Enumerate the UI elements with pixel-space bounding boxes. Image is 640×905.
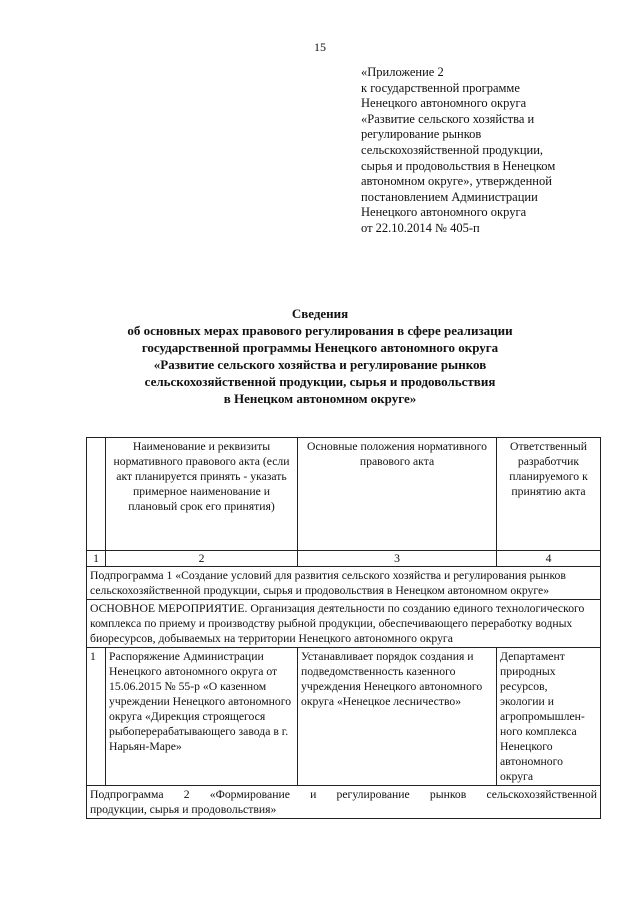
subprogram-2 bbox=[87, 786, 601, 819]
responsible-line: природных bbox=[500, 665, 556, 678]
appendix-line: автономном округе», утвержденной bbox=[361, 174, 552, 189]
appendix-line: Ненецкого автономного округа bbox=[361, 96, 527, 111]
responsible-line: ного комплекса bbox=[500, 725, 577, 738]
document-title bbox=[0, 305, 640, 407]
title-line: Сведения bbox=[291, 306, 349, 321]
appendix-line: сырья и продовольствия в Ненецком bbox=[361, 158, 556, 173]
row-act: Распоряжение Администрации Ненецкого автономного округа от 15.06.2015 № 55-р «О казенном учреждении Ненецкого автономного округа «Дирекция строящегося рыбоперерабатывающего завода в г. Нарьян-Маре» bbox=[106, 648, 298, 786]
table-row bbox=[87, 648, 601, 786]
appendix-line: «Приложение 2 bbox=[361, 65, 444, 79]
responsible-line: агропромышлен- bbox=[500, 710, 585, 723]
column-numbers-row bbox=[87, 551, 601, 567]
responsible-line: Ненецкого bbox=[500, 740, 553, 753]
column-number: 2 bbox=[106, 551, 298, 567]
subprogram-row bbox=[87, 567, 601, 600]
responsible-line: Департамент bbox=[500, 650, 565, 663]
appendix-line: постановлением Администрации bbox=[361, 189, 538, 204]
subprogram-row bbox=[87, 786, 601, 819]
table-header-row bbox=[87, 438, 601, 551]
column-number: 3 bbox=[298, 551, 497, 567]
row-number: 1 bbox=[87, 648, 106, 786]
title-line: государственной программы Ненецкого автономного округа bbox=[141, 340, 499, 355]
subprogram-2-line: Подпрограмма 2 «Формирование и регулирование рынков сельскохозяйственной bbox=[90, 788, 597, 801]
header-provisions: Основные положения нормативного правового акта bbox=[298, 438, 497, 551]
appendix-line: сельскохозяйственной продукции, bbox=[361, 142, 544, 157]
appendix-line: Ненецкого автономного округа bbox=[361, 205, 527, 220]
header-num bbox=[87, 438, 106, 551]
header-responsible: Ответственный разработчик планируемого к принятию акта bbox=[497, 438, 601, 551]
row-provisions: Устанавливает порядок создания и подведомственность казенного учреждения Ненецкого автономного округа «Ненецкое лесничество» bbox=[298, 648, 497, 786]
responsible-line: округа bbox=[500, 770, 534, 783]
title-line: «Развитие сельского хозяйства и регулирование рынков bbox=[153, 357, 487, 372]
appendix-note bbox=[361, 65, 631, 237]
responsible-line: автономного bbox=[500, 755, 563, 768]
column-number: 1 bbox=[87, 551, 106, 567]
header-act: Наименование и реквизиты нормативного правового акта (если акт планируется принять - указать примерное наименование и плановый срок его принятия) bbox=[106, 438, 298, 551]
responsible-line: ресурсов, bbox=[500, 680, 548, 693]
title-line: об основных мерах правового регулирования в сфере реализации bbox=[127, 323, 513, 338]
appendix-line: «Развитие сельского хозяйства и bbox=[361, 111, 535, 126]
title-line: в Ненецком автономном округе» bbox=[223, 391, 417, 406]
subprogram-1: Подпрограмма 1 «Создание условий для развития сельского хозяйства и регулирования рынков сельскохозяйственной продукции, сырья и продовольствия в Ненецком автономном округе» bbox=[87, 567, 601, 600]
measures-table bbox=[86, 437, 601, 819]
appendix-line: регулирование рынков bbox=[361, 127, 482, 142]
appendix-line: от 22.10.2014 № 405-п bbox=[361, 220, 480, 235]
main-activity-row bbox=[87, 600, 601, 648]
responsible-line: экологии и bbox=[500, 695, 554, 708]
main-activity: ОСНОВНОЕ МЕРОПРИЯТИЕ. Организация деятельности по созданию единого технологического комплекса по приему и производству рыбной продукции, обеспечивающего переработку водных биоресурсов, добываемых на территории Ненецкого автономного округа bbox=[87, 600, 601, 648]
title-line: сельскохозяйственной продукции, сырья и продовольствия bbox=[144, 374, 496, 389]
row-responsible bbox=[497, 648, 601, 786]
subprogram-2-line: продукции, сырья и продовольствия» bbox=[90, 803, 277, 816]
page-number: 15 bbox=[314, 40, 326, 54]
column-number: 4 bbox=[497, 551, 601, 567]
appendix-line: к государственной программе bbox=[361, 80, 520, 95]
